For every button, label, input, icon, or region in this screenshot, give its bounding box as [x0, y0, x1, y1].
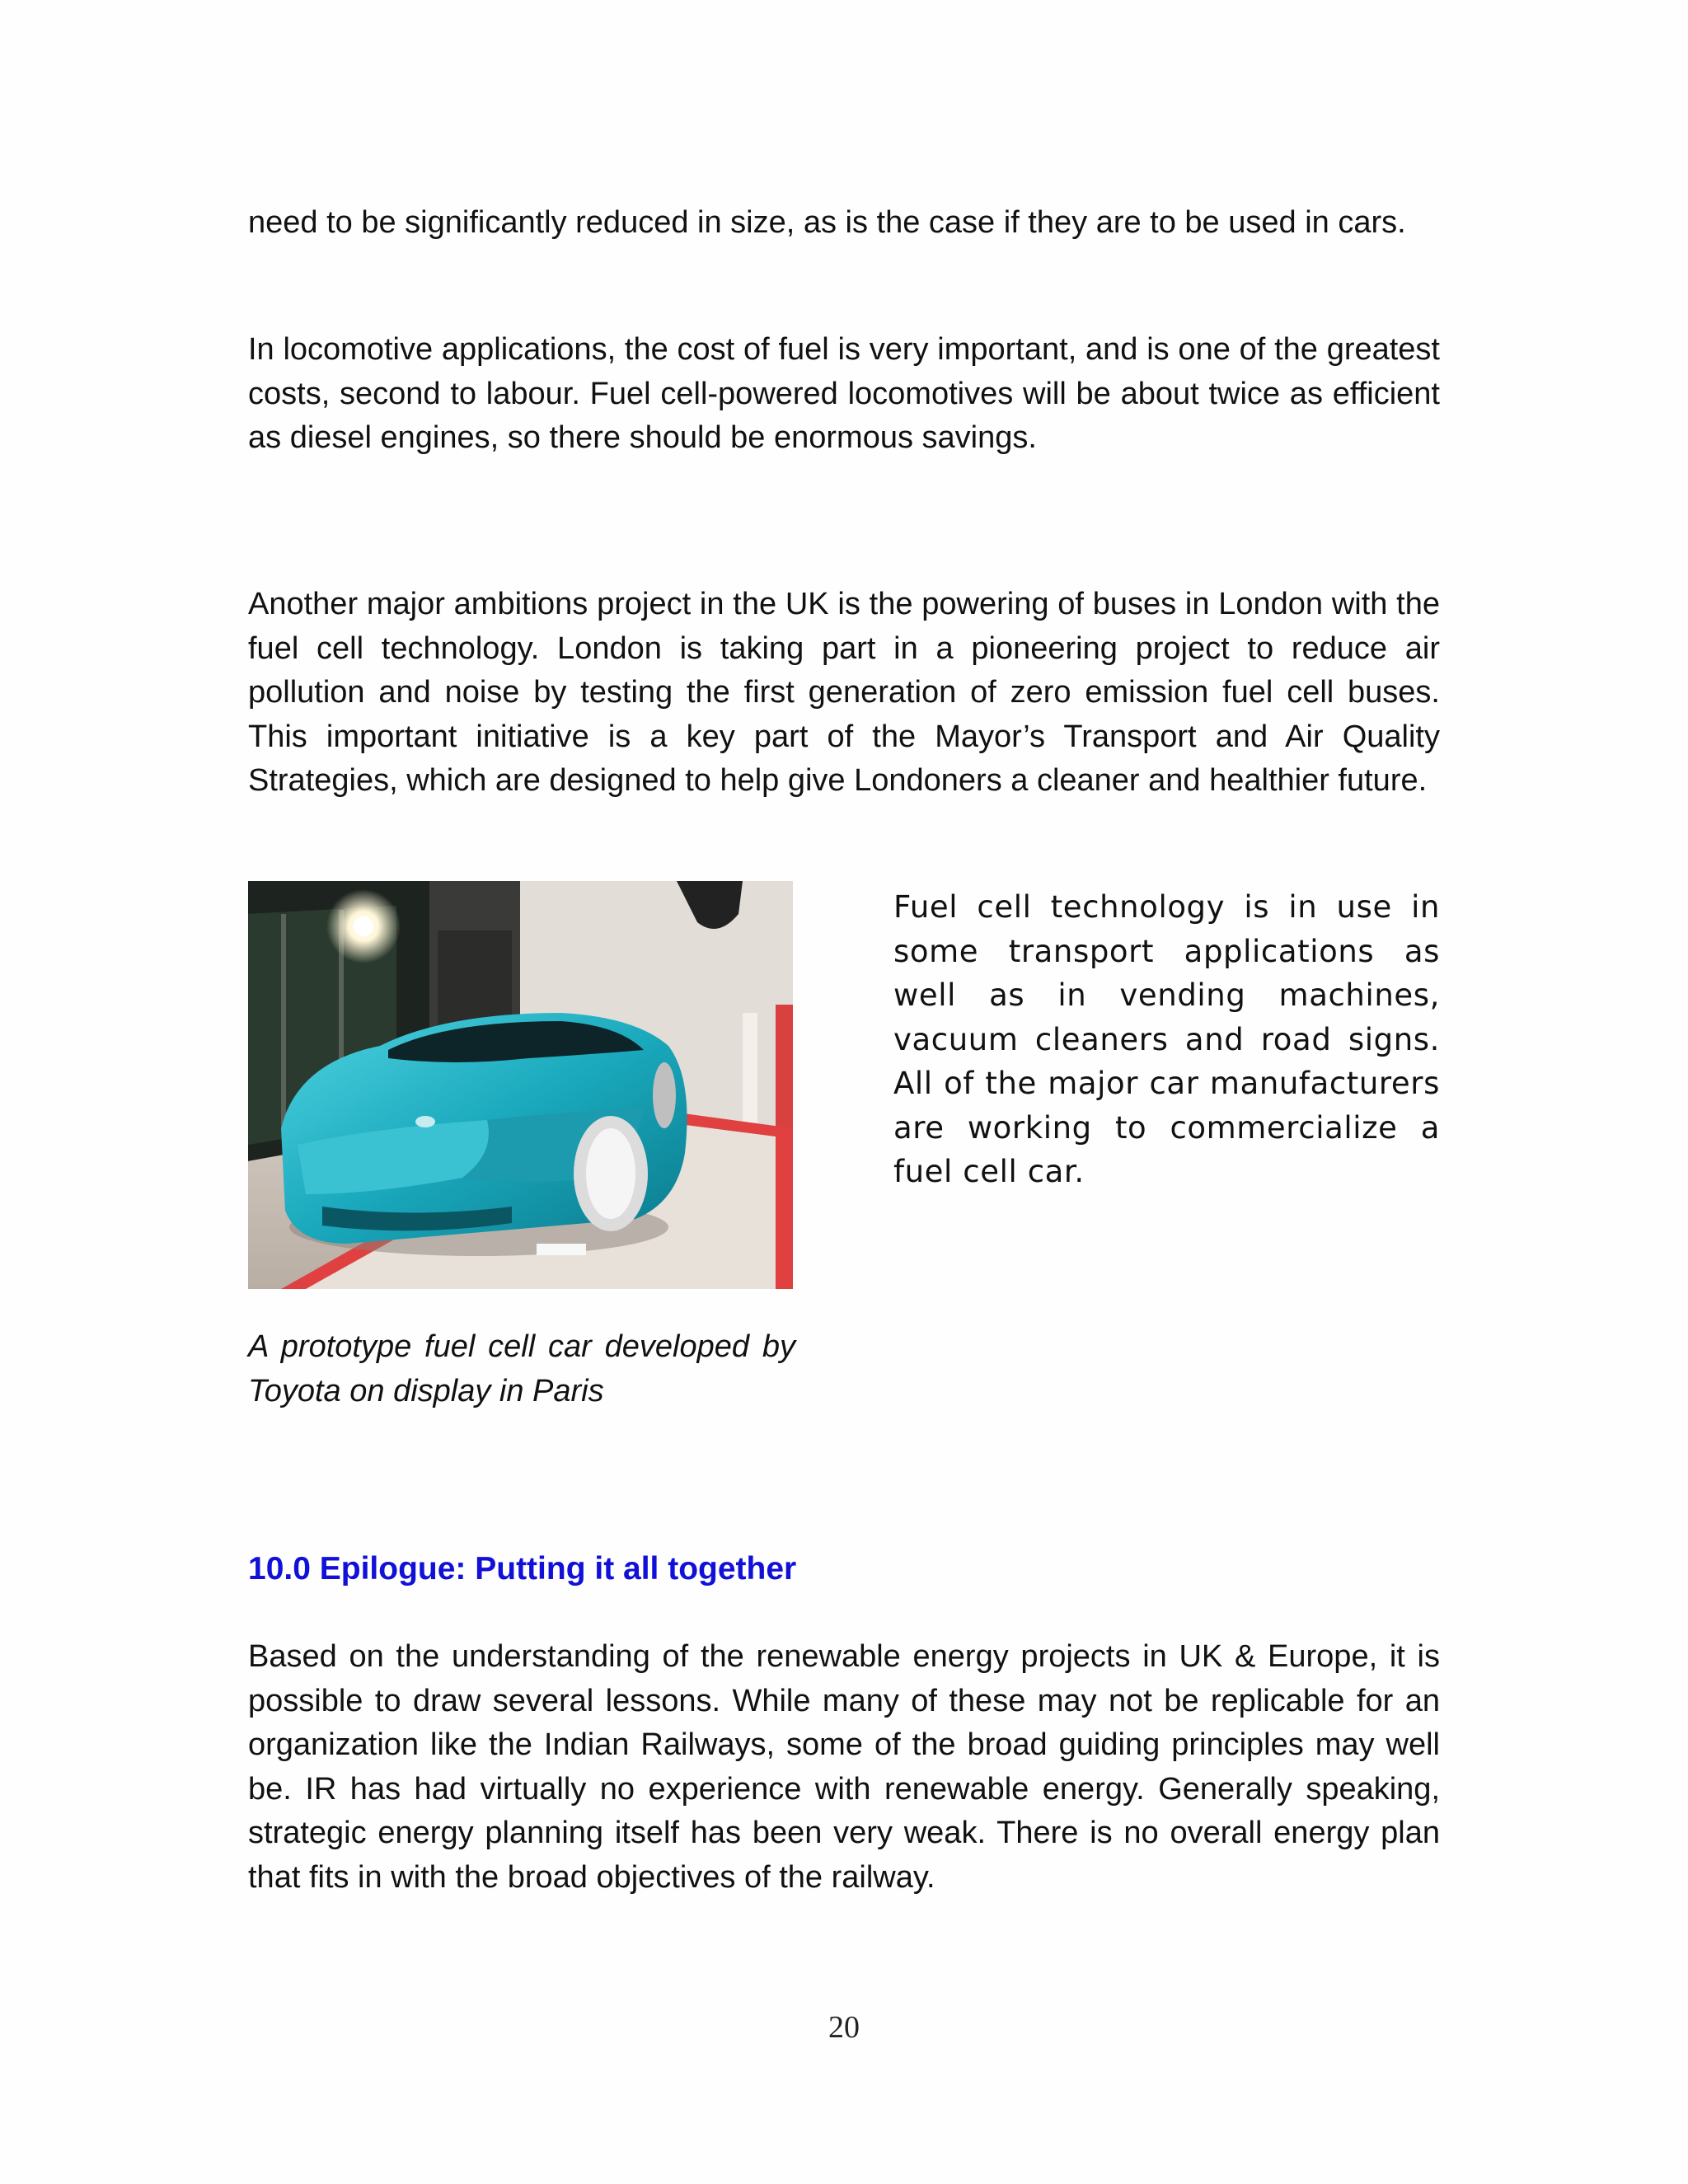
- section-heading-epilogue: 10.0 Epilogue: Putting it all together: [248, 1551, 797, 1586]
- photo-caption: A prototype fuel cell car developed by Toyota on display in Paris: [248, 1329, 795, 1408]
- paragraph-epilogue-lessons: Based on the understanding of the renewable energy projects in UK & Europe, it is possible to draw several lessons. While many of these may not be replicable for an organization like the Indian Railways, some of the broad guiding principles may well be. IR has had virtually no experience with renewable energy. Generally speaking, strategic energy planning itself has been very weak. There is no overall energy plan that fits in with the broad objectives of the railway.: [248, 1639, 1440, 1895]
- toyota-fuel-cell-car-photo: [248, 881, 793, 1289]
- page-number: 20: [828, 2010, 860, 2045]
- fuel-cell-uses-text: Fuel cell technology is in use in some transport applications as well as in vending machines, vacuum cleaners and road signs. All of the major car manufacturers are working to commercialize a fuel cell car.: [893, 889, 1440, 1189]
- paragraph-london-buses: Another major ambitions project in the UK is the powering of buses in London with the fuel cell technology. London is taking part in a pioneering project to reduce air pollution and noise by testing the first generation of zero emission fuel cell buses. This important initiative is a key part of the Mayor’s Transport and Air Quality Strategies, which are designed to help give Londoners a cleaner and healthier future.: [248, 587, 1440, 798]
- paragraph-fuel-cell-size: need to be significantly reduced in size, as is the case if they are to be used in cars.: [248, 205, 1406, 240]
- paragraph-locomotive-applications: In locomotive applications, the cost of fuel is very important, and is one of the greatest costs, second to labour. Fuel cell-powered locomotives will be about twice as efficient as diesel engines, so there should be enormous savings.: [248, 332, 1440, 455]
